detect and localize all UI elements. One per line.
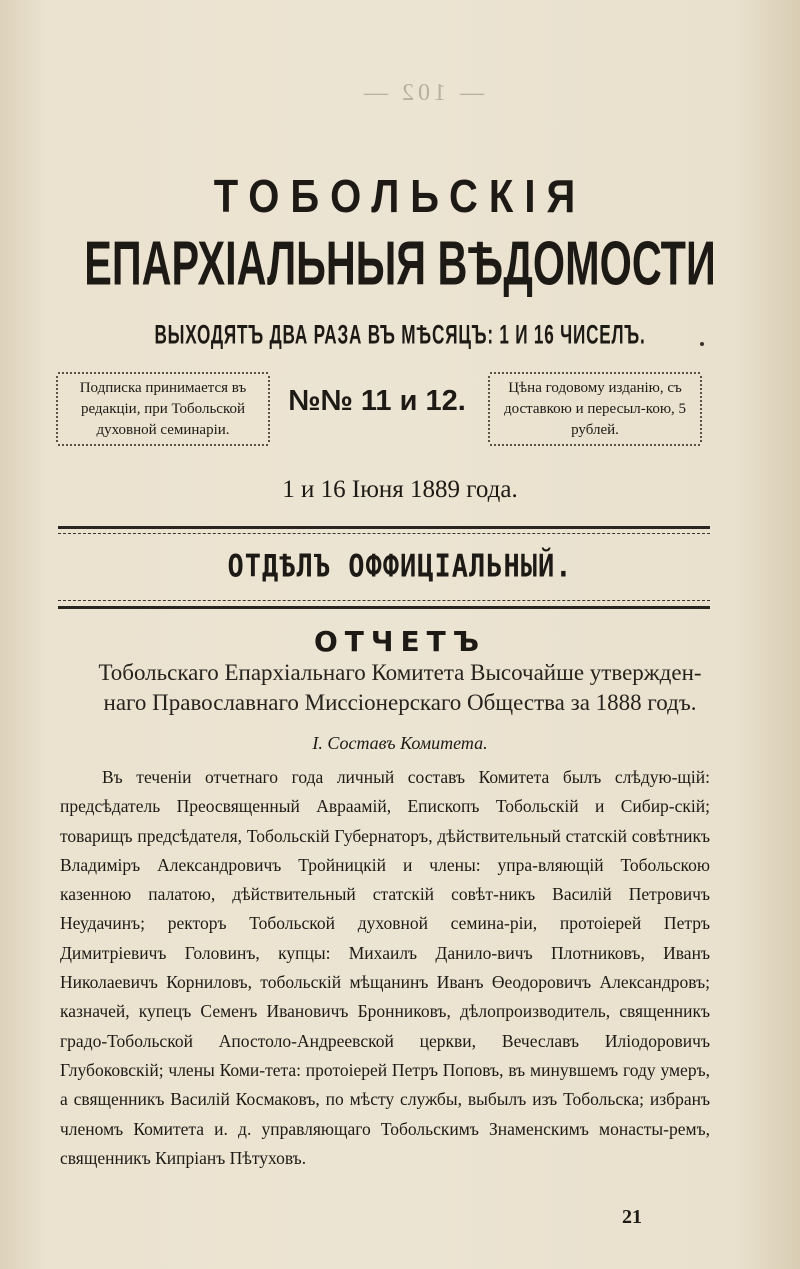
report-title-line2: наго Православнаго Миссіонерскаго Общества за 1888 годъ. bbox=[103, 690, 697, 715]
rule-bottom-dashed bbox=[58, 600, 710, 601]
rule-top-dashed bbox=[58, 533, 710, 534]
masthead-title-line1: ТОБОЛЬСКІЯ bbox=[213, 171, 587, 223]
bleed-through-text: — 102 — bbox=[360, 80, 484, 106]
rule-bottom bbox=[58, 606, 710, 609]
page-number: 21 bbox=[622, 1206, 642, 1228]
price-box: Цѣна годовому изданію, съ доставкою и пересыл-кою, 5 рублей. bbox=[490, 372, 700, 446]
masthead-title-line2: ЕПАРХІАЛЬНЫЯ ВѢДОМОСТИ bbox=[84, 227, 716, 299]
publication-frequency: ВЫХОДЯТЪ ДВА РАЗА ВЪ МѢСЯЦЪ: 1 И 16 ЧИСЕЛЪ. bbox=[154, 319, 646, 350]
department-heading: ОТДѢЛЪ ОФФИЦІАЛЬНЫЙ. bbox=[227, 548, 573, 585]
issue-date: 1 и 16 Іюня 1889 года. bbox=[282, 476, 518, 503]
body-text bbox=[60, 763, 710, 1173]
report-title: ОТЧЕТЪ bbox=[313, 625, 487, 658]
body-paragraph: Въ теченіи отчетнаго года личный составъ Комитета былъ слѣдую-щій: предсѣдатель Преосвященный Авраамій, Епископъ Тобольскій и Сибир-скій; товарищъ предсѣдателя, Тобольскій Губернаторъ, дѣйствительный статскій совѣтникъ Владиміръ Александровичъ Тройницкій и члены: упра-вляющій Тобольскою казенною палатою, дѣйствительный статскій совѣт-никъ Василій Петровичъ Неудачинъ; ректоръ Тобольской духовной семина-ріи, протоіерей Петръ Димитріевичъ Головинъ, купцы: Михаилъ Данило-вичъ Плотниковъ, Иванъ Николаевичъ Корниловъ, тобольскій мѣщанинъ Иванъ Өеодоровичъ Александровъ; казначей, купецъ Семенъ Ивановичъ Бронниковъ, дѣлопроизводитель, священникъ градо-Тобольской Апостоло-Андреевской церкви, Вечеславъ Иліодоровичъ Глубоковскій; члены Коми-тета: протоіерей Петръ Поповъ, въ минувшемъ году умеръ, а священникъ Василій Космаковъ, по мѣсту службы, выбылъ изъ Тобольска; избранъ членомъ Комитета и. д. управляющаго Тобольскимъ Знаменскимъ монасты-ремъ, священникъ Кипріанъ Пѣтуховъ. bbox=[60, 767, 710, 1168]
subheading: I. Составъ Комитета. bbox=[312, 733, 488, 753]
issue-number: №№ 11 и 12. bbox=[288, 385, 466, 417]
ink-mark bbox=[700, 342, 704, 346]
rule-top bbox=[58, 526, 710, 529]
subscription-box: Подписка принимается въ редакціи, при Тобольской духовной семинаріи. bbox=[58, 372, 268, 446]
report-title-line1: Тобольскаго Епархіальнаго Комитета Высочайше утвержден- bbox=[98, 660, 702, 685]
